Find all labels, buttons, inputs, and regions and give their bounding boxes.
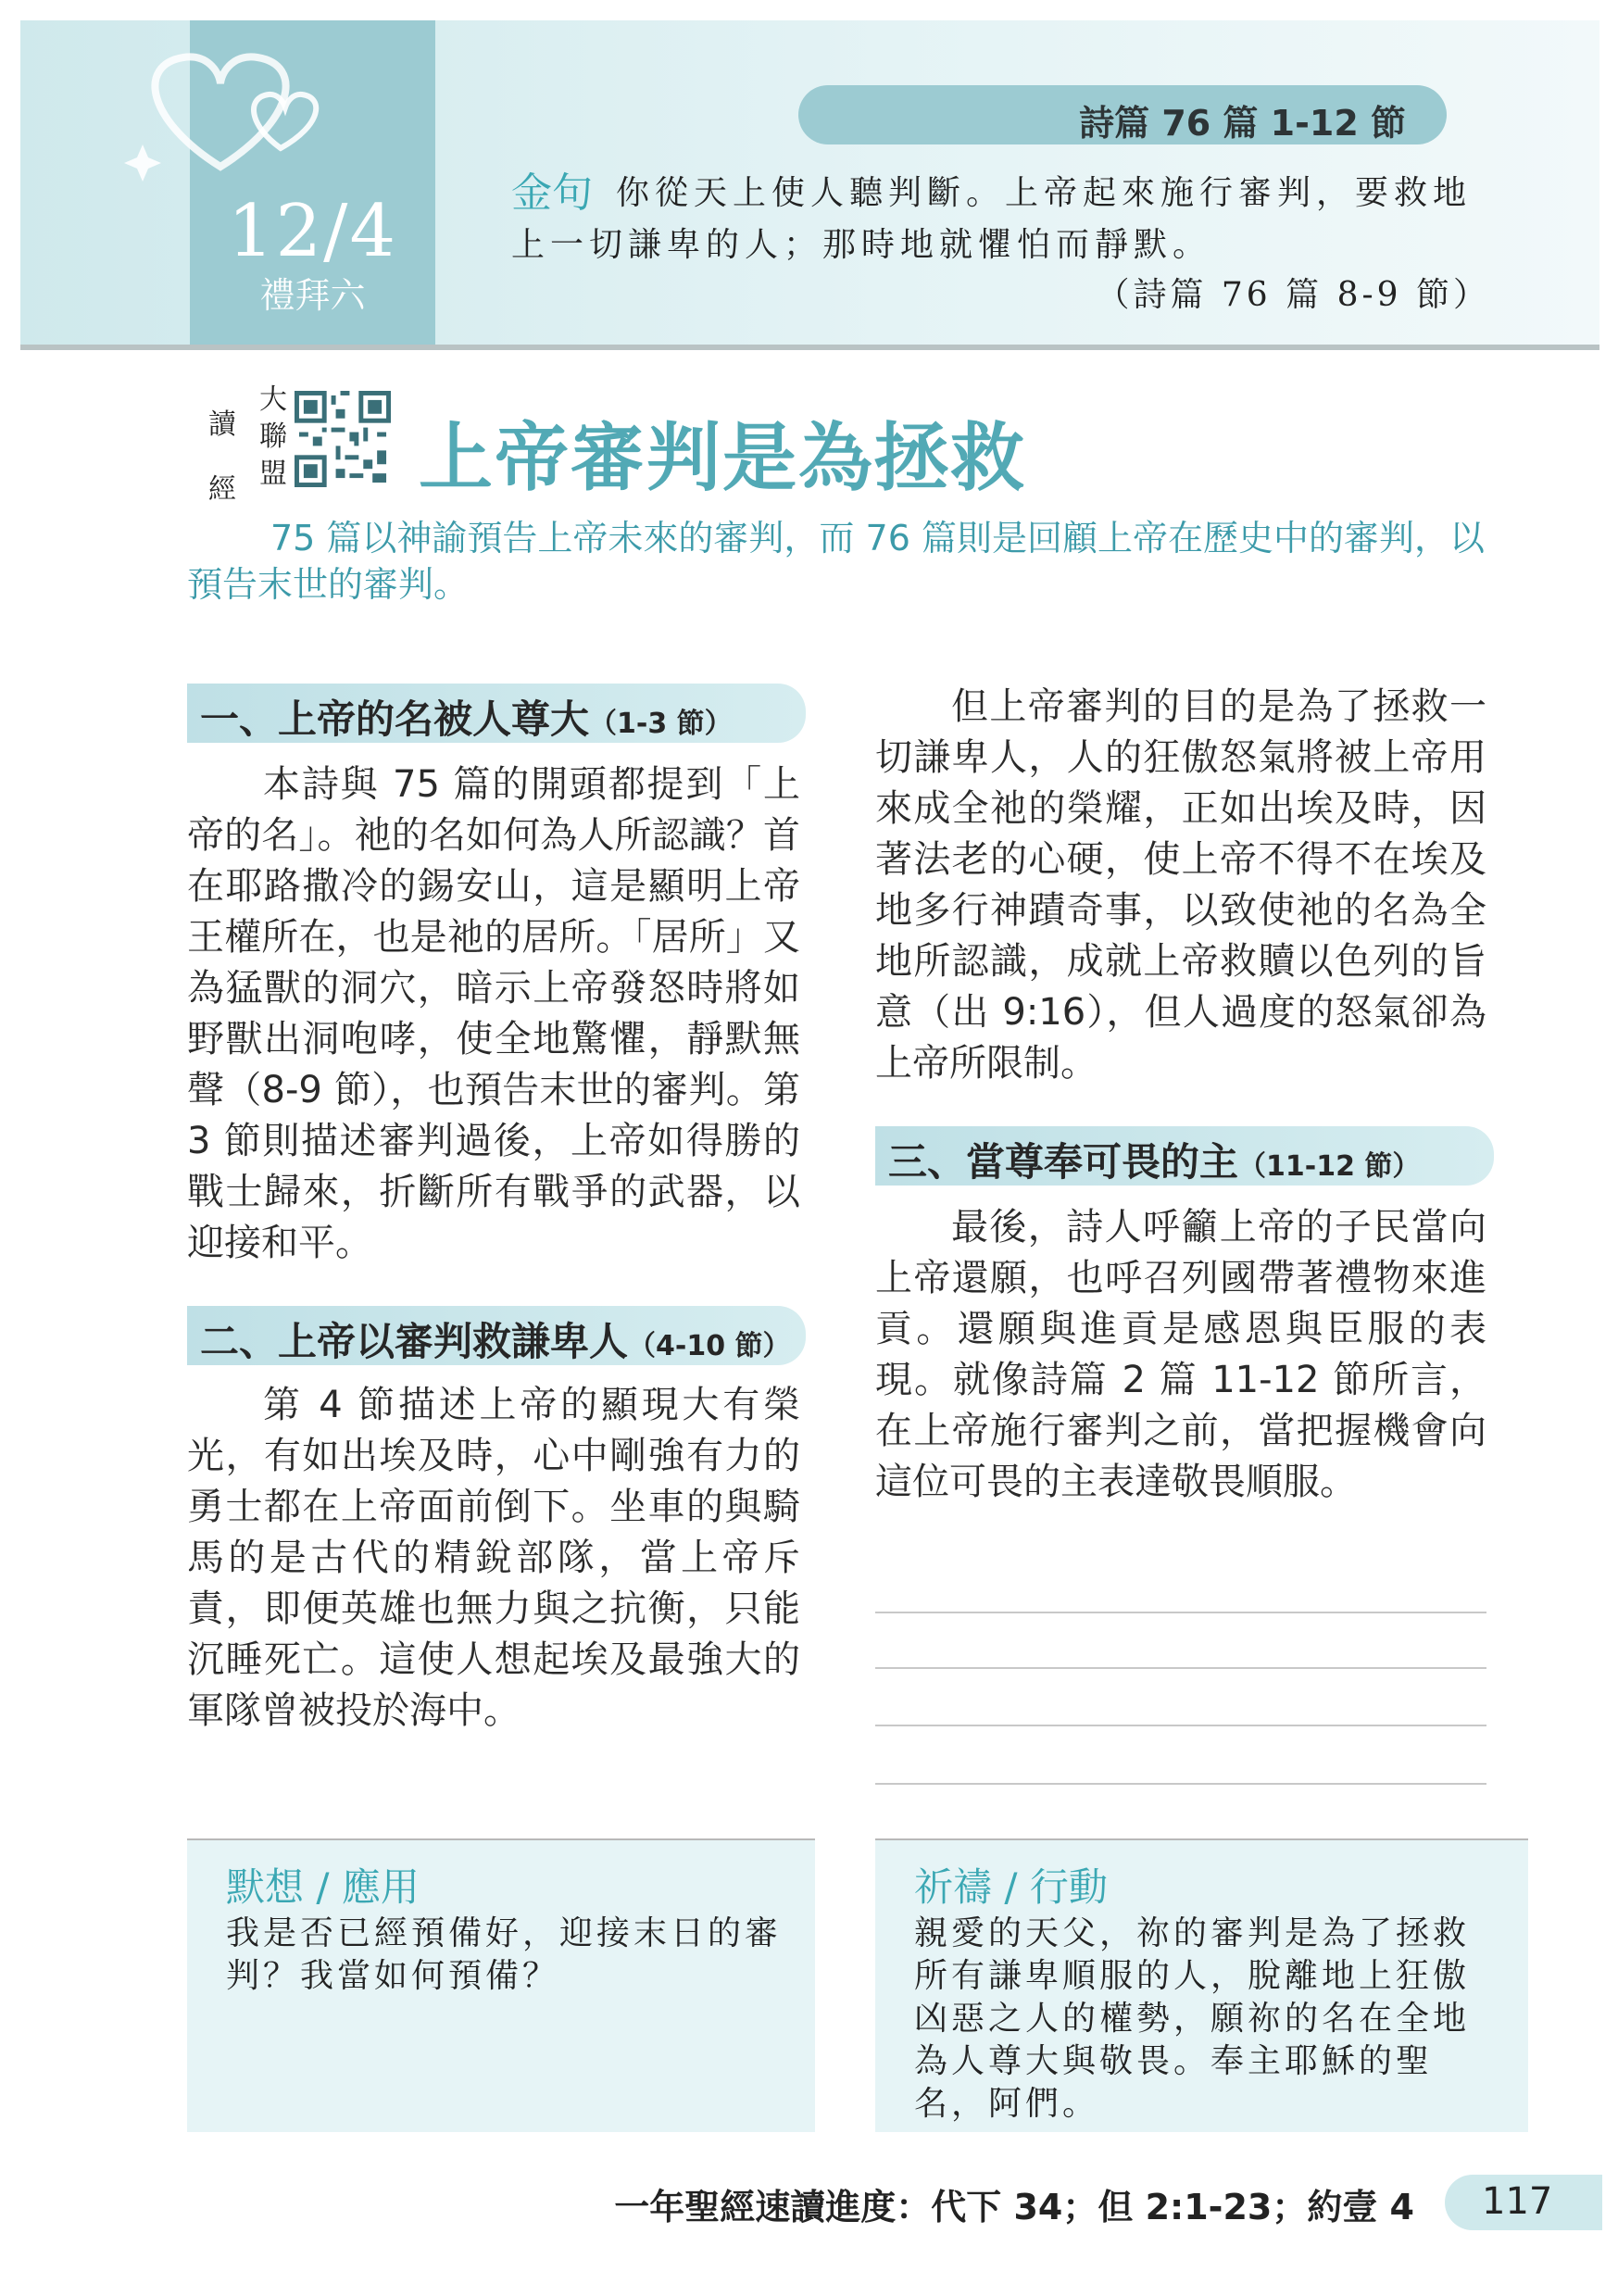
reading-reference: 詩篇 76 篇 1-12 節 [1079,103,1406,144]
weekday: 禮拜六 [259,275,366,316]
writing-line[interactable] [875,1783,1486,1785]
meditation-title: 默想 / 應用 [226,1864,420,1910]
badge-char: 大 [259,383,287,416]
section-verses: （4-10 節） [628,1330,791,1362]
section-body-1: 本詩與 75 篇的開頭都提到「上帝的名」。祂的名如何為人所認識？首在耶路撒冷的錫安山，這是顯明上帝王權所在，也是祂的居所。「居所」又為猛獸的洞穴，暗示上帝發怒時將如野獸出洞咆哮，使全地驚懼，靜默無聲（8-9 節），也預告末世的審判。第 3 節則描述審判過後，上帝如得勝的戰士歸來，折斷所有戰爭的武器，以迎接和平。 [187,763,800,1264]
section-heading-1 [187,684,806,743]
golden-verse-label: 金句 [511,169,593,217]
prayer-title: 祈禱 / 行動 [914,1864,1108,1910]
section-body-3: 最後，詩人呼籲上帝的子民當向上帝還願，也呼召列國帶著禮物來進貢。還願與進貢是感恩與臣服的表現。就像詩篇 2 篇 11-12 節所言，在上帝施行審判之前，當把握機會向這位可畏的主表達敬畏順服。 [875,1206,1486,1503]
reading-reference-pill [798,85,1447,144]
meditation-text: 我是否已經預備好，迎接末日的審判？我當如何預備？ [226,1914,783,1995]
golden-verse-line-1: 你從天上使人聽判斷。上帝起來施行審判，要救地 [616,174,1473,212]
section-body-2: 第 4 節描述上帝的顯現大有榮光，有如出埃及時，心中剛強有力的勇士都在上帝面前倒下。坐車的與騎馬的是古代的精銳部隊，當上帝斥責，即便英雄也無力與之抗衡，只能沉睡死亡。這使人想起埃及最強大的軍隊曾被投於海中。 [187,1384,800,1732]
golden-verse-line-2: 上一切謙卑的人；那時地就懼怕而靜默。 [511,226,1212,264]
golden-verse-reference: （詩篇 76 篇 8-9 節） [1096,276,1490,314]
intro-paragraph: 75 篇以神諭預告上帝未來的審判，而 76 篇則是回顧上帝在歷史中的審判，以預告末世的審判。 [187,518,1485,605]
prayer-text: 親愛的天父，祢的審判是為了拯救所有謙卑順服的人，脫離地上狂傲凶惡之人的權勢，願祢的名在全地為人尊大與敬畏。奉主耶穌的聖名，阿們。 [914,1914,1471,2123]
writing-line[interactable] [875,1667,1486,1669]
page-number: 117 [1482,2180,1553,2223]
badge-left-text [208,393,245,522]
section-body-continued: 但上帝審判的目的是為了拯救一切謙卑人，人的狂傲怒氣將被上帝用來成全祂的榮耀，正如出埃及時，因著法老的心硬，使上帝不得不在埃及地多行神蹟奇事，以致使祂的名為全地所認識，成就上帝救贖以色列的旨意（出 9:16），但人過度的怒氣卻為上帝所限制。 [875,685,1486,1085]
section-heading-text: 二、上帝以審判救謙卑人 [200,1319,629,1364]
badge-char: 讀 [208,408,236,441]
writing-line[interactable] [875,1612,1486,1613]
badge-char: 聯 [259,420,287,453]
page-title: 上帝審判是為拯救 [419,414,1026,501]
badge-mid-text [255,382,292,493]
section-heading-text: 三、當尊奉可畏的主 [888,1139,1239,1185]
reading-progress: 一年聖經速讀進度：代下 34；但 2:1-23；約壹 4 [614,2187,1414,2227]
prayer-box [875,1838,1528,2132]
date: 12/4 [227,190,398,273]
section-heading-2 [187,1306,806,1365]
section-verses: （11-12 節） [1238,1150,1421,1183]
meditation-box [187,1838,815,2132]
section-heading-3 [875,1126,1494,1186]
writing-line[interactable] [875,1725,1486,1726]
page-number-pill [1445,2175,1602,2230]
heart-decoration-icon [109,37,359,185]
section-heading-text: 一、上帝的名被人尊大 [200,696,590,742]
section-verses: （1-3 節） [589,708,733,740]
qr-code-icon[interactable] [295,391,391,487]
badge-char: 經 [208,473,236,506]
badge-char: 盟 [259,458,287,490]
